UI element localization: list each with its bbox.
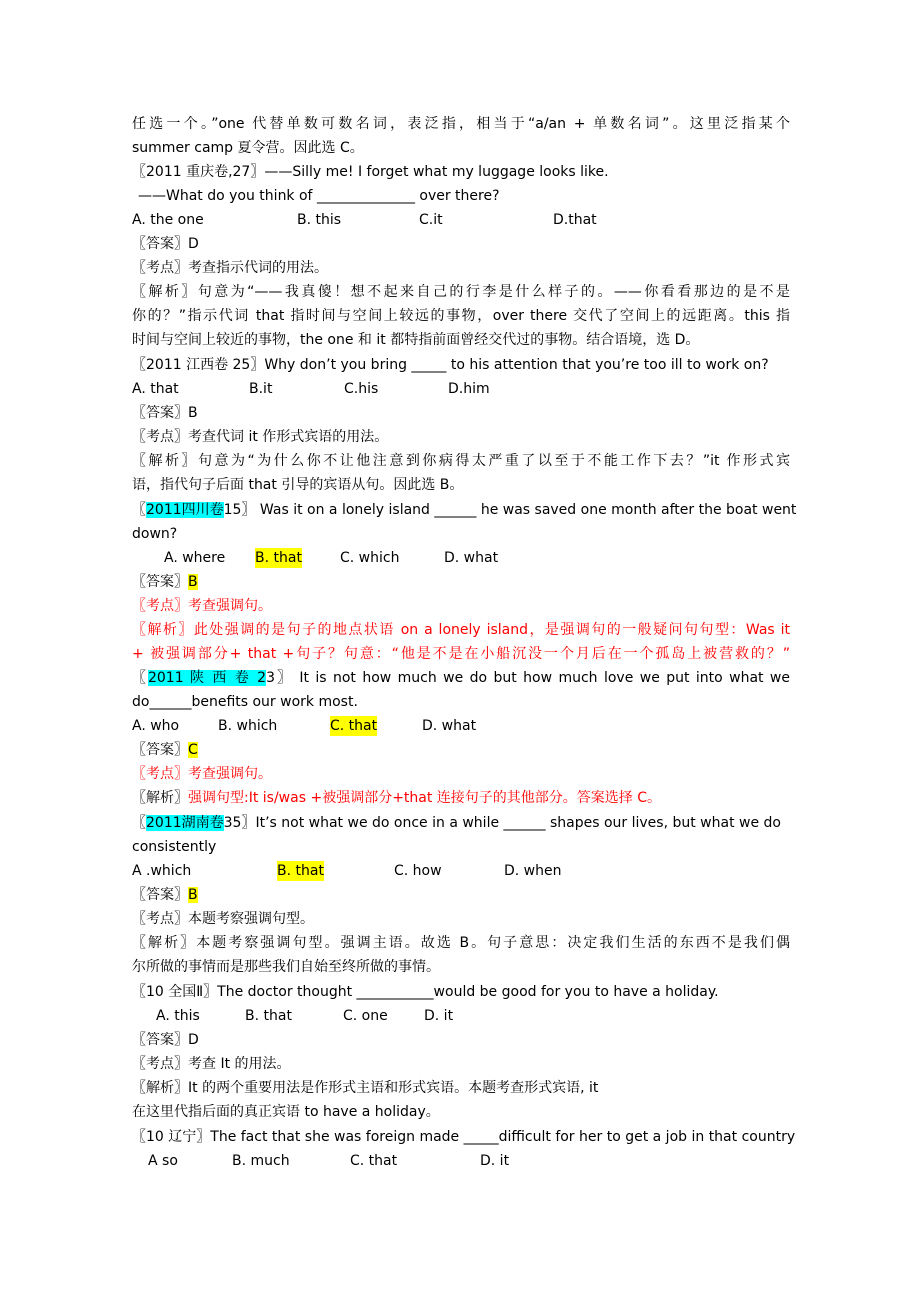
q4-analysis-text: 强调句型:It is/was +被强调部分+that 连接句子的其他部分。答案选择 C。 — [188, 790, 662, 806]
q7-tag: 〖10 辽宁〗 — [132, 1129, 211, 1145]
intro-line-1: 任选一个。”one 代替单数可数名词，表泛指，相当于“a/an + 单数名词”。这里泛指某个 — [132, 116, 790, 132]
q4-tag-rest: 3〗 — [266, 670, 293, 686]
q2-analysis-line-1: 〖解析〗句意为“为什么你不让他注意到你病得太严重了以至于不能工作下去？”it 作形式宾 — [132, 453, 790, 469]
q1-stem-line-2: ——What do you think of ______________ over there? — [138, 188, 500, 204]
q6-analysis-line-2: 在这里代指后面的真正宾语 to have a holiday。 — [132, 1104, 440, 1120]
q1-option-b: B. this — [297, 212, 342, 228]
q6-answer: 〖答案〗D — [132, 1032, 199, 1048]
q3-stem-line-1 — [132, 500, 796, 520]
q3-analysis-line-2: + 被强调部分+ that +句子？句意：“他是不是在小船沉没一个月后在一个孤岛上被营救的？” — [132, 646, 790, 662]
q1-answer: 〖答案〗D — [132, 236, 199, 252]
q4-bracket: 〖 — [132, 670, 148, 686]
q5-stem-text: It’s not what we do once in a while ______ shapes our lives, but what we do — [255, 815, 781, 831]
q4-point: 〖考点〗考查强调句。 — [132, 766, 272, 782]
q5-answer-value: B — [188, 887, 198, 903]
q1-option-a: A. the one — [132, 212, 204, 228]
q5-bracket: 〖 — [132, 815, 146, 831]
q1-analysis-line-1: 〖解析〗句意为“——我真傻！想不起来自己的行李是什么样子的。——你看看那边的是不是 — [132, 284, 790, 300]
q6-option-a: A. this — [156, 1008, 200, 1024]
q5-answer — [132, 885, 198, 905]
q4-tag-highlight: 2011 陕 西 卷 2 — [147, 670, 267, 686]
q1-option-c: C.it — [419, 212, 443, 228]
q4-option-d: D. what — [422, 718, 477, 734]
q5-stem-line-2: consistently — [132, 839, 217, 855]
q5-option-a: A .which — [132, 863, 192, 879]
q3-option-c: C. which — [340, 550, 400, 566]
q4-stem-text: It is not how much we do but how much love we put into what we — [299, 670, 790, 686]
q4-answer-label: 〖答案〗 — [132, 742, 188, 758]
q2-stem-line — [132, 355, 769, 375]
q2-option-d: D.him — [448, 381, 490, 397]
q2-tag: 〖2011 江西卷 25〗 — [132, 357, 265, 373]
q3-bracket: 〖 — [132, 502, 146, 518]
q6-stem-line — [132, 982, 719, 1002]
q4-option-b: B. which — [218, 718, 278, 734]
q5-analysis-line-2: 尔所做的事情而是那些我们自始至终所做的事情。 — [132, 959, 440, 975]
q3-stem-text: Was it on a lonely island ______ he was saved one month after the boat went — [259, 502, 797, 518]
q5-option-c: C. how — [394, 863, 442, 879]
q1-point: 〖考点〗考查指示代词的用法。 — [132, 260, 328, 276]
q4-stem-line-1 — [132, 668, 790, 688]
q5-option-d: D. when — [504, 863, 562, 879]
q7-option-d: D. it — [480, 1153, 510, 1169]
q7-option-b: B. much — [232, 1153, 290, 1169]
q5-tag-highlight: 2011湖南卷 — [146, 815, 224, 831]
q7-option-c: C. that — [350, 1153, 398, 1169]
q3-option-a: A. where — [164, 550, 226, 566]
q2-analysis-line-2: 语，指代句子后面 that 引导的宾语从句。因此选 B。 — [132, 477, 464, 493]
intro-line-2: summer camp 夏令营。因此选 C。 — [132, 140, 364, 156]
q6-analysis-line-1: 〖解析〗It 的两个重要用法是作形式主语和形式宾语。本题考查形式宾语, it — [132, 1080, 599, 1096]
q2-point: 〖考点〗考查代词 it 作形式宾语的用法。 — [132, 429, 389, 445]
q4-option-c: C. that — [330, 718, 378, 734]
q2-answer: 〖答案〗B — [132, 405, 198, 421]
q3-analysis-line-1: 〖解析〗此处强调的是句子的地点状语 on a lonely island，是强调句的一般疑问句句型：Was it — [132, 622, 790, 638]
q5-answer-label: 〖答案〗 — [132, 887, 188, 903]
q4-answer-value: C — [188, 742, 198, 758]
q1-stem-text: ——Silly me! I forget what my luggage looks like. — [264, 164, 609, 180]
q3-answer-value: B — [188, 574, 198, 590]
q3-tag-rest: 15〗 — [223, 502, 256, 518]
q3-point: 〖考点〗考查强调句。 — [132, 598, 272, 614]
q2-option-c: C.his — [344, 381, 379, 397]
q5-point: 〖考点〗本题考察强调句型。 — [132, 911, 314, 927]
q2-option-a: A. that — [132, 381, 179, 397]
q2-stem-text: Why don’t you bring _____ to his attention that you’re too ill to work on? — [264, 357, 769, 373]
q4-analysis — [132, 788, 661, 808]
q3-stem-line-2: down? — [132, 526, 178, 542]
q5-analysis-line-1: 〖解析〗本题考察强调句型。强调主语。故选 B。句子意思：决定我们生活的东西不是我们偶 — [132, 935, 790, 951]
q6-option-c: C. one — [343, 1008, 388, 1024]
q6-tag: 〖10 全国Ⅱ〗 — [132, 984, 218, 1000]
q1-option-d: D.that — [553, 212, 597, 228]
q3-option-d: D. what — [444, 550, 499, 566]
q6-stem-text: The doctor thought ___________would be good for you to have a holiday. — [217, 984, 719, 1000]
q5-stem-line-1 — [132, 813, 781, 833]
q7-option-a: A so — [148, 1153, 178, 1169]
q4-option-a: A. who — [132, 718, 180, 734]
q3-tag-highlight: 2011四川卷 — [146, 502, 224, 518]
q7-stem-text: The fact that she was foreign made _____difficult for her to get a job in that country — [210, 1129, 796, 1145]
q6-point: 〖考点〗考查 It 的用法。 — [132, 1056, 291, 1072]
q2-option-b: B.it — [249, 381, 273, 397]
q6-option-b: B. that — [245, 1008, 292, 1024]
q4-stem-line-2: do______benefits our work most. — [132, 694, 358, 710]
q1-stem-line-1 — [132, 162, 609, 182]
q7-stem-line — [132, 1127, 795, 1147]
q1-tag: 〖2011 重庆卷,27〗 — [132, 164, 265, 180]
q4-answer — [132, 740, 198, 760]
q6-option-d: D. it — [424, 1008, 454, 1024]
q1-analysis-line-2: 你的？”指示代词 that 指时间与空间上较远的事物，over there 交代了空间上的远距离。this 指 — [132, 308, 790, 324]
q3-answer — [132, 572, 198, 592]
q4-analysis-label: 〖解析〗 — [132, 790, 188, 806]
q3-option-b: B. that — [255, 550, 302, 566]
q5-option-b: B. that — [277, 863, 324, 879]
q5-tag-rest: 35〗 — [223, 815, 256, 831]
q1-analysis-line-3: 时间与空间上较近的事物，the one 和 it 都特指前面曾经交代过的事物。结合语境，选 D。 — [132, 332, 700, 348]
q3-answer-label: 〖答案〗 — [132, 574, 188, 590]
